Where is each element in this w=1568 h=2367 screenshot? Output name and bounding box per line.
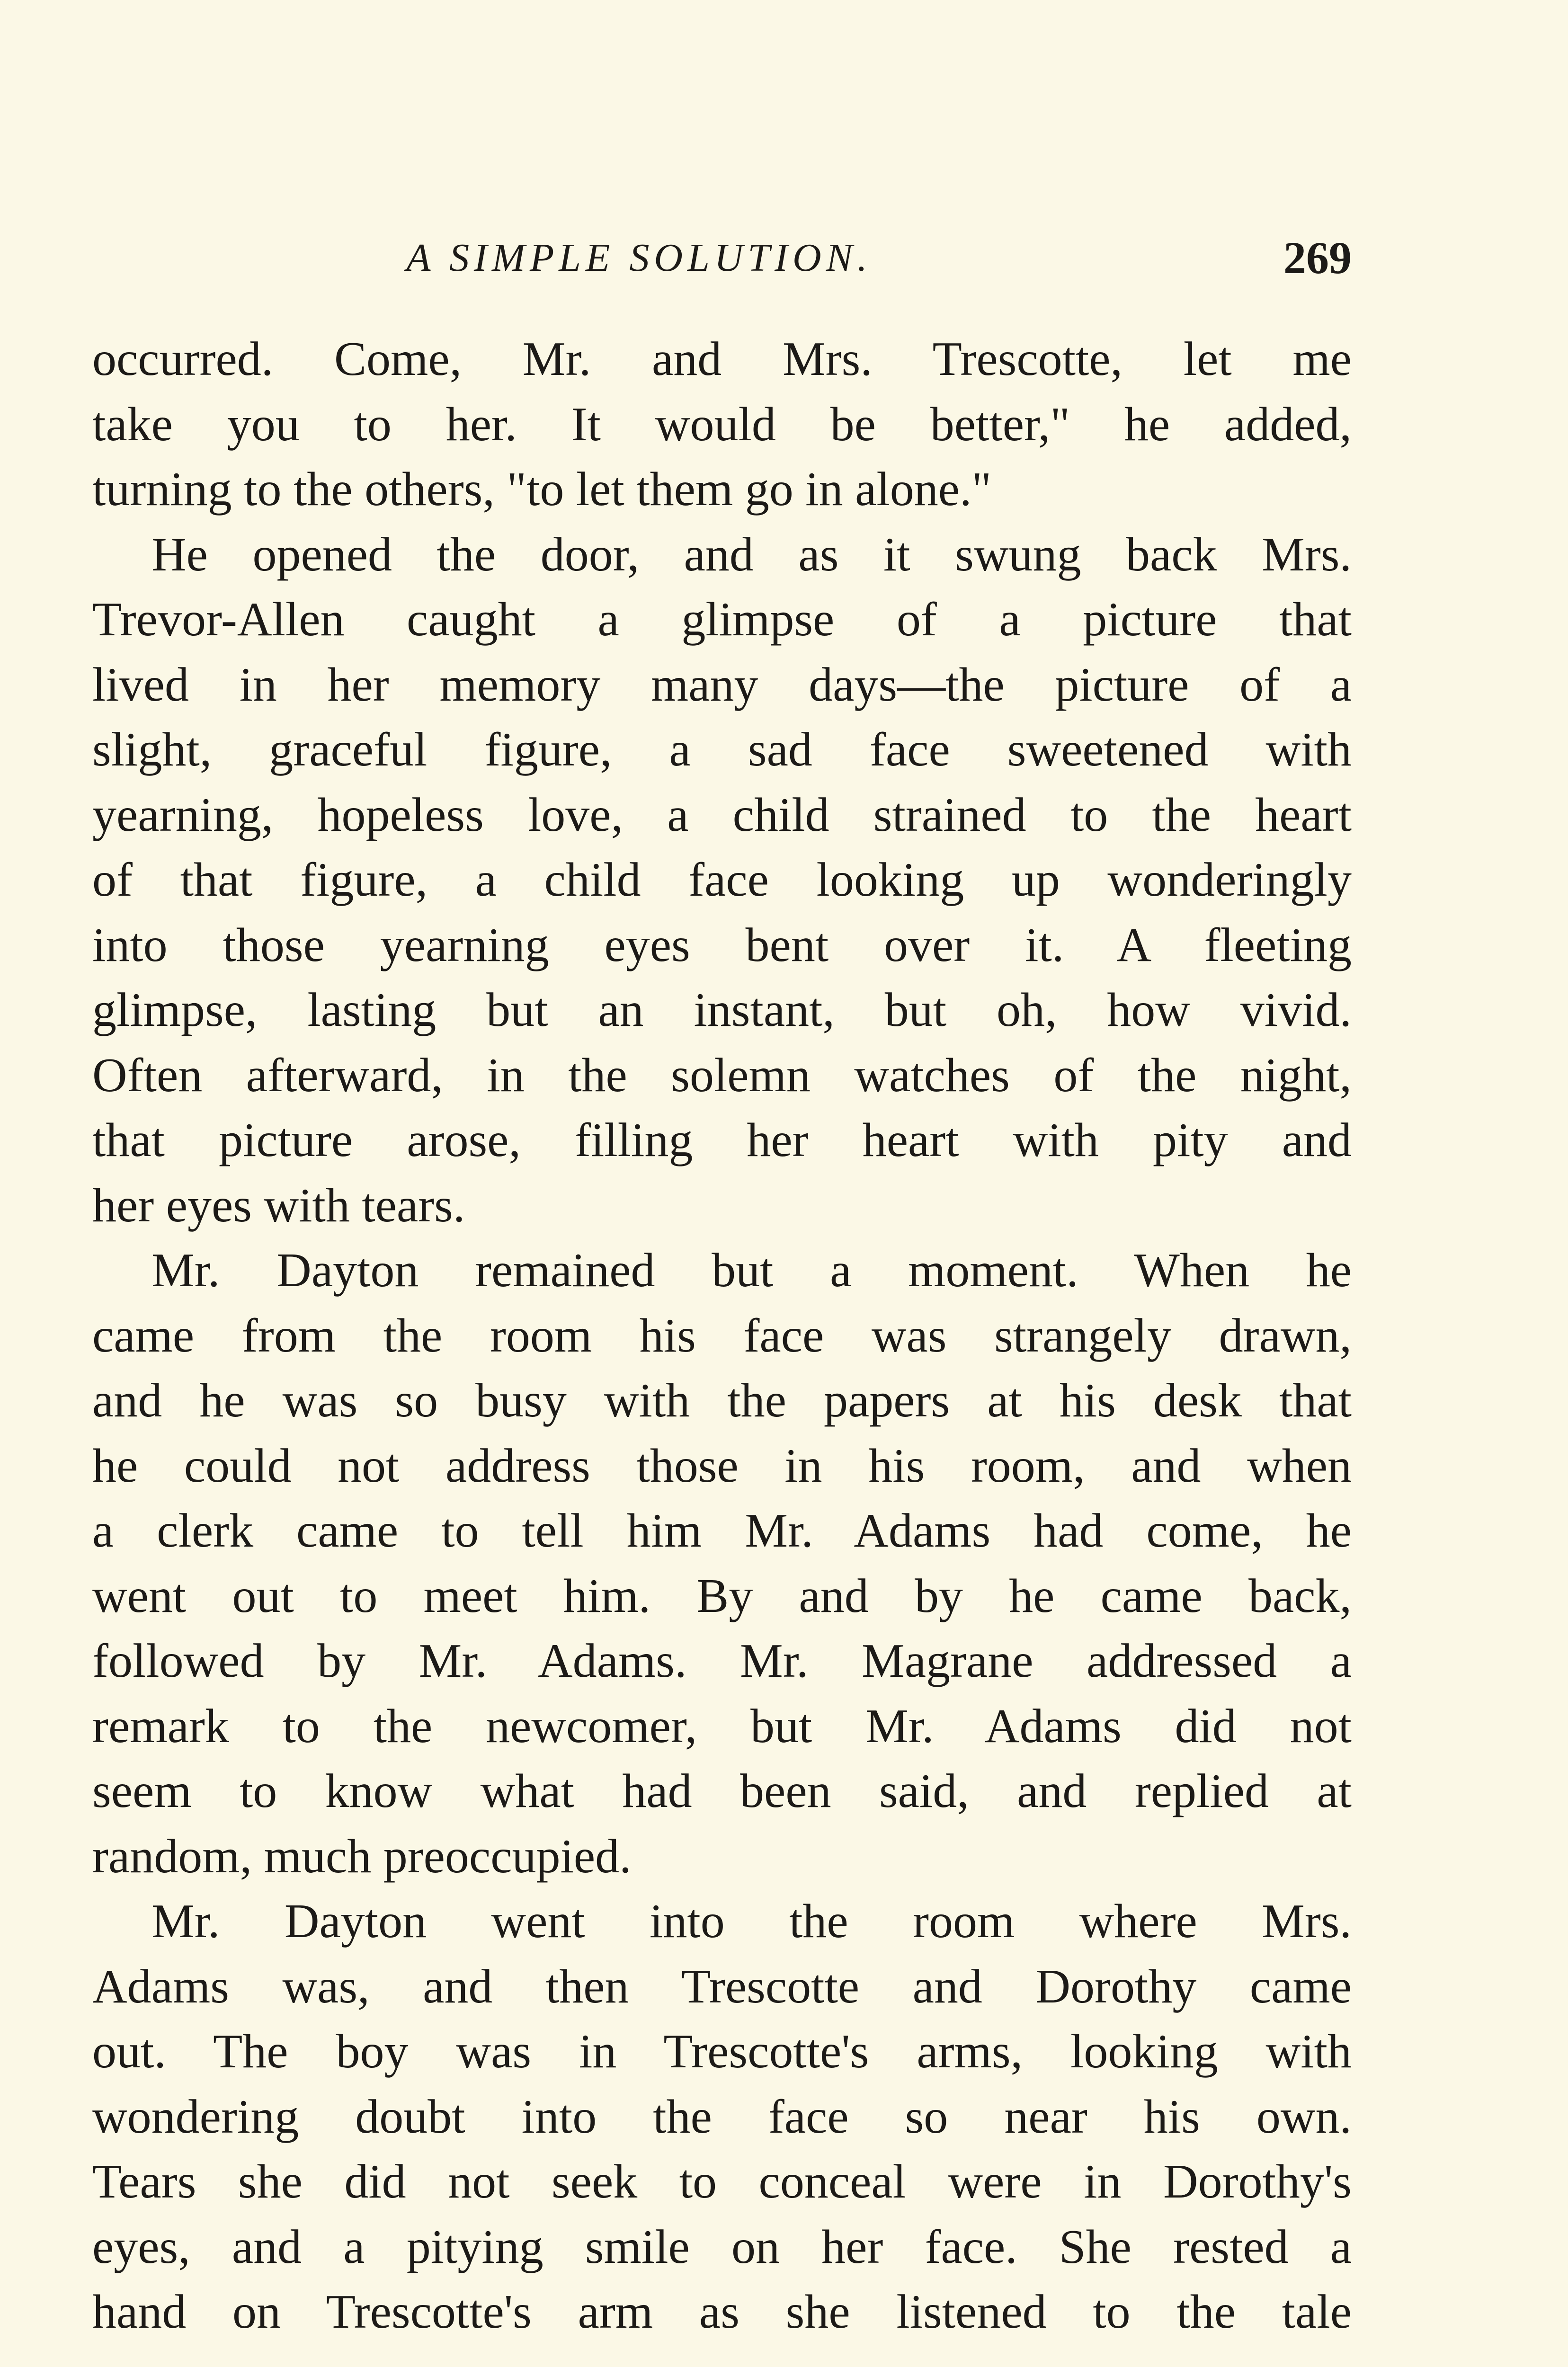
text-line: of that figure, a child face looking up wonderingly bbox=[92, 853, 1352, 907]
text-line: yearning, hopeless love, a child strained to the heart bbox=[92, 788, 1352, 842]
text-line: glimpse, lasting but an instant, but oh, how vivid. bbox=[92, 983, 1352, 1037]
text-line: Mr. Dayton remained but a moment. When he bbox=[151, 1244, 1352, 1297]
text-line: hand on Trescotte's arm as she listened to the tale bbox=[92, 2285, 1352, 2339]
text-line: lived in her memory many days—the picture of a bbox=[92, 658, 1352, 712]
text-line: eyes, and a pitying smile on her face. She rested a bbox=[92, 2220, 1352, 2274]
page-number: 269 bbox=[1283, 232, 1352, 283]
text-line: slight, graceful figure, a sad face sweetened with bbox=[92, 723, 1352, 776]
text-line: that picture arose, filling her heart with pity and bbox=[92, 1113, 1352, 1167]
text-line: went out to meet him. By and by he came back, bbox=[92, 1569, 1352, 1623]
running-title: A SIMPLE SOLUTION. bbox=[406, 236, 872, 280]
text-line: Adams was, and then Trescotte and Dorothy came bbox=[92, 1959, 1352, 2013]
text-line: Often afterward, in the solemn watches of the night, bbox=[92, 1048, 1352, 1102]
text-line: occurred. Come, Mr. and Mrs. Trescotte, let me bbox=[92, 332, 1352, 386]
text-line: followed by Mr. Adams. Mr. Magrane addressed a bbox=[92, 1634, 1352, 1688]
text-line: turning to the others, "to let them go in alone." bbox=[92, 463, 992, 516]
text-line: He opened the door, and as it swung back Mrs. bbox=[151, 527, 1352, 581]
paragraph bbox=[92, 327, 1352, 522]
running-head bbox=[92, 227, 1352, 289]
text-line: into those yearning eyes bent over it. A fleeting bbox=[92, 918, 1352, 972]
text-line: remark to the newcomer, but Mr. Adams did not bbox=[92, 1699, 1352, 1753]
text-line: seem to know what had been said, and replied at bbox=[92, 1764, 1352, 1818]
text-line: Mr. Dayton went into the room where Mrs. bbox=[151, 1895, 1352, 1948]
body-text bbox=[92, 327, 1352, 2345]
text-line: he could not address those in his room, and when bbox=[92, 1439, 1352, 1493]
text-line: Trevor-Allen caught a glimpse of a picture that bbox=[92, 593, 1352, 646]
text-line: out. The boy was in Trescotte's arms, looking with bbox=[92, 2025, 1352, 2078]
text-line: her eyes with tears. bbox=[92, 1178, 465, 1232]
paragraph bbox=[92, 1238, 1352, 1889]
paragraph bbox=[92, 522, 1352, 1238]
text-line: came from the room his face was strangely drawn, bbox=[92, 1308, 1352, 1362]
text-line: take you to her. It would be better," he added, bbox=[92, 397, 1352, 451]
paragraph bbox=[92, 1889, 1352, 2345]
text-line: Tears she did not seek to conceal were in Dorothy's bbox=[92, 2155, 1352, 2208]
text-line: a clerk came to tell him Mr. Adams had come, he bbox=[92, 1504, 1352, 1557]
text-line: wondering doubt into the face so near his own. bbox=[92, 2090, 1352, 2144]
text-line: and he was so busy with the papers at his desk that bbox=[92, 1374, 1352, 1427]
text-line: random, much preoccupied. bbox=[92, 1829, 632, 1883]
